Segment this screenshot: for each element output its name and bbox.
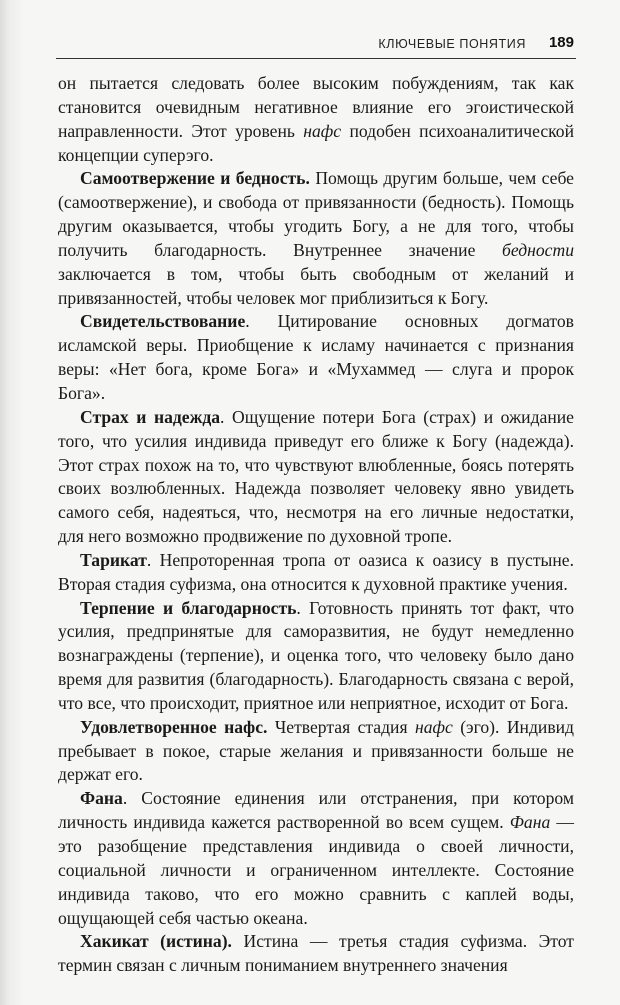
paragraph-self-denial-poverty: Самоотвержение и бедность. Помощь другим больше, чем себе (самоотвержение), и свобода от привязанности (бедность). Помощь другим оказывается, чтобы угодить Богу, а не для того, чтобы получить благодарность. Внутреннее значение бедности заключается в том, чтобы быть свободным от желаний и привязанностей, чтобы человек мог приблизиться к Богу. [58, 168, 574, 308]
paragraph-testimony: Свидетельствование. Цитирование основных догматов исламской веры. Приобщение к исламу начинается с признания веры: «Нет бога, кроме Бога» и «Мухаммед — слуга и пророк Бога». [58, 311, 574, 403]
paragraph-tariqa: Тарикат. Непроторенная тропа от оазиса к оазису в пустыне. Вторая стадия суфизма, она относится к духовной практике учения. [58, 549, 574, 594]
paragraph-continuation: он пытается следовать более высоким побуждениям, так как становится очевидным негативное влияние его эгоистической направленности. Этот уровень нафс подобен психоаналитической концепции суперэго. [58, 73, 575, 165]
body-text [58, 72, 574, 978]
paragraph-fana: Фана. Состояние единения или отстранения, при котором личность индивида кажется растворенной во всем сущем. Фана — это разобщение представления индивида о своей личности, социальной личности и ограниченном интеллекте. Состояние индивида таково, что его можно сравнить с каплей воды, ощущающей себя частью океана. [58, 788, 574, 928]
term-heading: Терпение и благодарность [80, 597, 297, 618]
term-heading: Удовлетворенное нафс. [80, 716, 268, 737]
paragraph-patience-gratitude: Терпение и благодарность. Готовность принять тот факт, что усилия, предпринятые для саморазвития, не будут немедленно вознаграждены (терпение), и оценка того, что человеку было дано время для развития (благодарность). Благодарность связана с верой, что все, что происходит, приятное или неприятное, исходит от Бога. [58, 597, 574, 713]
paragraph-haqiqa: Хакикат (истина). Истина — третья стадия суфизма. Этот термин связан с личным пониманием внутреннего значения [58, 931, 574, 976]
term-heading: Страх и надежда [80, 406, 221, 427]
term-heading: Хакикат (истина). [80, 931, 232, 952]
paragraph-content-nafs: Удовлетворенное нафс. Четвертая стадия нафс (эго). Индивид пребывает в покое, старые желания и привязанности больше не держат его. [58, 716, 575, 785]
term-heading: Свидетельствование [80, 311, 246, 332]
term-heading: Фана [80, 788, 123, 809]
term-heading: Тарикат [80, 549, 147, 570]
paragraph-fear-hope: Страх и надежда. Ощущение потери Бога (страх) и ожидание того, что усилия индивида приведут его ближе к Богу (надежда). Этот страх похож на то, что чувствуют влюбленные, боясь потерять своих возлюбленных. Надежда позволяет человеку явно увидеть самого себя, надеяться, что, несмотря на его личные недостатки, для него возможно продвижение по духовной тропе. [58, 406, 574, 547]
running-header [56, 34, 576, 59]
page-number: 189 [548, 34, 574, 51]
term-heading: Самоотвержение и бедность. [80, 168, 310, 189]
running-header-title: КЛЮЧЕВЫЕ ПОНЯТИЯ [378, 37, 526, 51]
